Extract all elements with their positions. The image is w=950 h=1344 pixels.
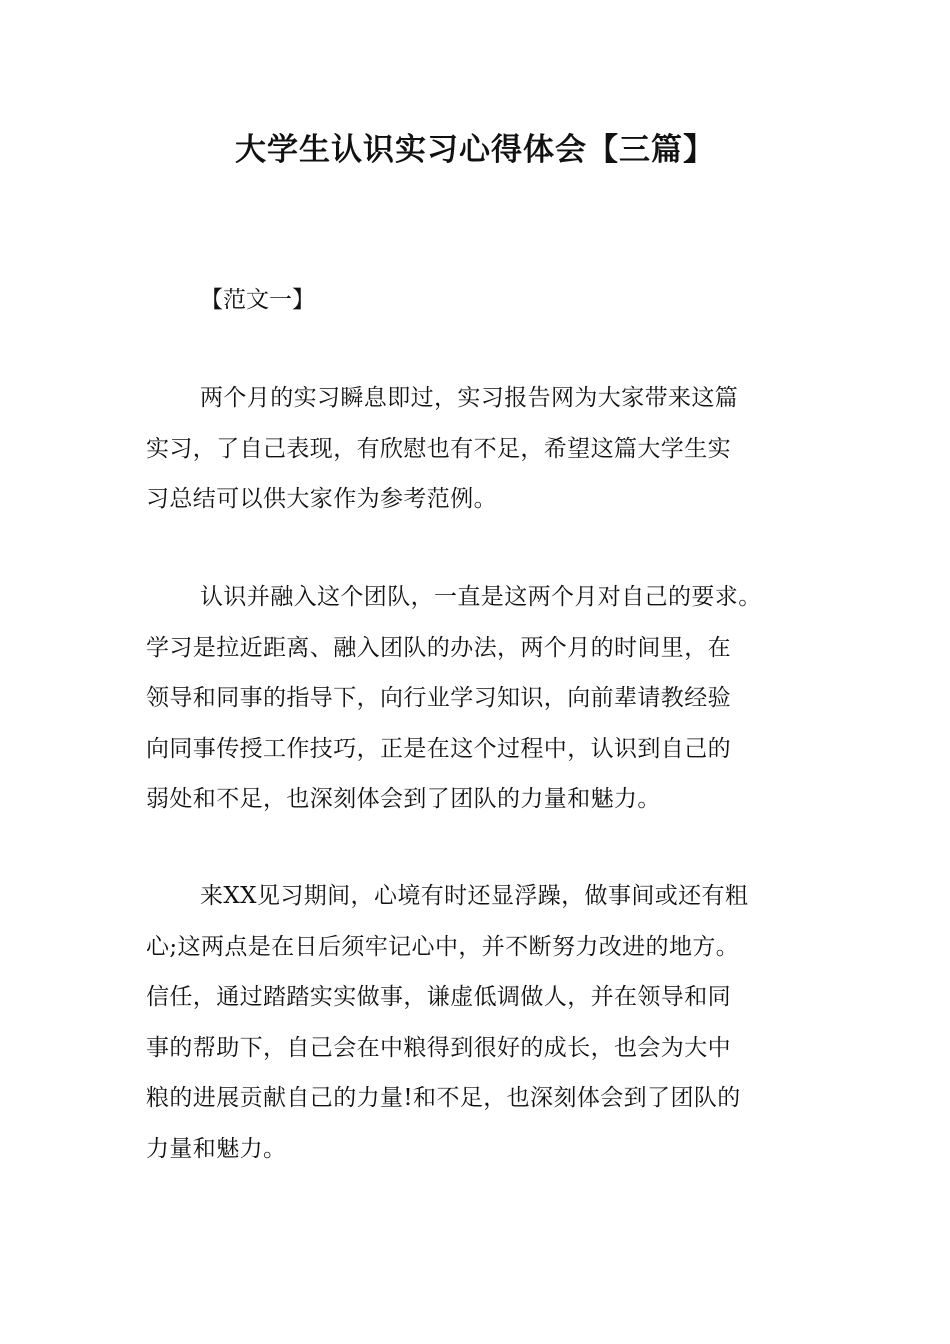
paragraph-line: 领导和同事的指导下，向行业学习知识，向前辈请教经验 — [146, 685, 731, 711]
paragraph-line: 事的帮助下，自己会在中粮得到很好的成长，也会为大中 — [146, 1034, 731, 1061]
paragraph-line: 信任，通过踏踏实实做事，谦虚低调做人，并在领导和同 — [146, 984, 731, 1010]
paragraph-2 — [146, 572, 836, 825]
paragraph-line: 粮的进展贡献自己的力量!和不足，也深刻体会到了团队的 — [146, 1085, 741, 1111]
section-label: 【范文一】 — [200, 287, 315, 313]
paragraph-line: 来XX见习期间，心境有时还显浮躁，做事间或还有粗 — [200, 883, 749, 909]
paragraph-line: 学习是拉近距离、融入团队的办法，两个月的时间里，在 — [146, 634, 731, 661]
document-title: 大学生认识实习心得体会【三篇】 — [235, 132, 715, 168]
paragraph-line: 两个月的实习瞬息即过，实习报告网为大家带来这篇 — [200, 385, 739, 411]
paragraph-line: 习总结可以供大家作为参考范例。 — [146, 486, 497, 512]
paragraph-line: 心;这两点是在日后须牢记心中，并不断努力改进的地方。 — [146, 933, 740, 960]
paragraph-line: 认识并融入这个团队，一直是这两个月对自己的要求。 — [200, 584, 762, 610]
paragraph-line: 力量和魅力。 — [146, 1135, 287, 1162]
paragraph-line: 实习，了自己表现，有欣慰也有不足，希望这篇大学生实 — [146, 435, 731, 462]
paragraph-3 — [146, 871, 836, 1174]
paragraph-line: 弱处和不足，也深刻体会到了团队的力量和魅力。 — [146, 786, 661, 812]
paragraph-line: 向同事传授工作技巧，正是在这个过程中，认识到自己的 — [146, 735, 731, 762]
paragraph-1 — [146, 373, 836, 525]
